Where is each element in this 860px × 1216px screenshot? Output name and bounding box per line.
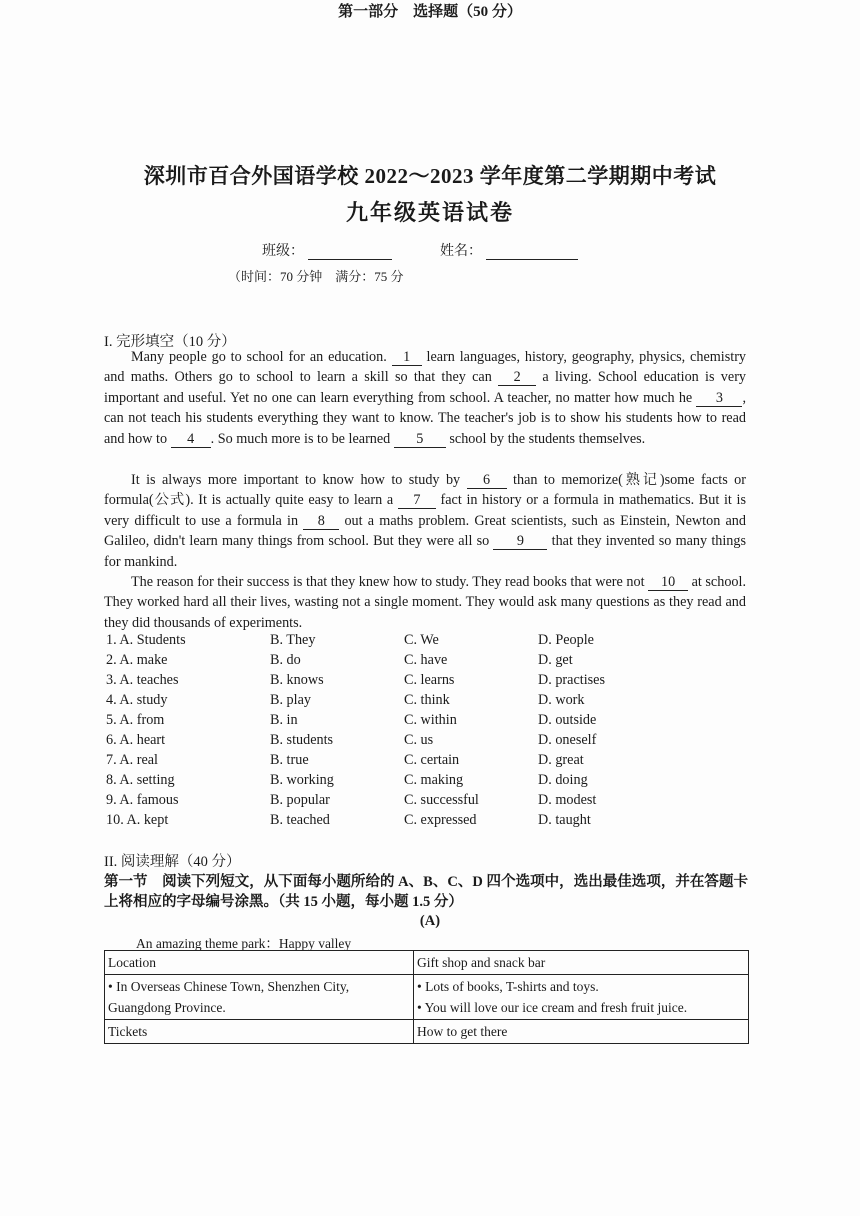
option-row-3 bbox=[106, 672, 746, 692]
option: D. taught bbox=[538, 812, 591, 828]
text: at school. They worked hard all their lives, wasting not a single moment. They would ask many questions as they read and they did thousands of experiments. bbox=[104, 574, 746, 631]
option: B. do bbox=[270, 652, 301, 668]
option: B. working bbox=[270, 772, 334, 788]
option: 9. A. famous bbox=[106, 792, 179, 808]
blank-6: 6 bbox=[467, 473, 507, 489]
park-info-table bbox=[104, 950, 749, 1044]
table-cell bbox=[414, 975, 749, 1020]
text: The reason for their success is that they knew how to study. They read books that were not bbox=[131, 574, 649, 590]
option: C. have bbox=[404, 652, 448, 668]
option: 4. A. study bbox=[106, 692, 168, 708]
option: C. within bbox=[404, 712, 457, 728]
table-cell: Gift shop and snack bar bbox=[414, 951, 749, 975]
class-label: 班级： bbox=[262, 244, 304, 259]
text: that they invented so many things for mankind. bbox=[104, 533, 747, 570]
option-row-1 bbox=[106, 632, 746, 652]
text: a living. School education is very important and useful. Yet no one can learn everything from school. A teacher, no matter how much he bbox=[104, 369, 747, 406]
option: C. expressed bbox=[404, 812, 477, 828]
option-row-6 bbox=[106, 732, 746, 752]
class-blank[interactable] bbox=[308, 245, 392, 260]
table-row bbox=[105, 975, 749, 1020]
option: 2. A. make bbox=[106, 652, 168, 668]
option: 1. A. Students bbox=[106, 632, 186, 648]
table-cell-line: • You will love our ice cream and fresh fruit juice. bbox=[417, 1000, 688, 1015]
option-row-5 bbox=[106, 712, 746, 732]
table-cell-line: • Lots of books, T-shirts and toys. bbox=[417, 979, 599, 994]
exam-subtitle: 九年级英语试卷 bbox=[345, 200, 514, 225]
blank-2: 2 bbox=[498, 370, 536, 386]
text: It is always more important to know how to study by bbox=[131, 472, 467, 488]
option: B. knows bbox=[270, 672, 324, 688]
option: D. work bbox=[538, 692, 585, 708]
blank-8: 8 bbox=[303, 514, 339, 530]
option-row-10 bbox=[106, 812, 746, 832]
option: D. great bbox=[538, 752, 584, 768]
text: Many people go to school for an education. bbox=[131, 349, 392, 365]
blank-1: 1 bbox=[392, 350, 422, 366]
table-cell: • In Overseas Chinese Town, Shenzhen City, Guangdong Province. bbox=[105, 975, 414, 1020]
text: school by the students themselves. bbox=[445, 430, 646, 447]
text: . So much more is to be learned bbox=[210, 430, 394, 447]
option: C. think bbox=[404, 692, 450, 708]
cloze-options bbox=[106, 632, 746, 832]
section1-title: I. 完形填空（10 分） bbox=[104, 334, 236, 350]
option: C. learns bbox=[404, 672, 455, 688]
blank-3: 3 bbox=[696, 391, 742, 407]
option: C. successful bbox=[404, 792, 479, 808]
option: D. modest bbox=[538, 792, 597, 808]
text: than to memorize(熟记)some facts or formula(公式). It is actually quite easy to learn a bbox=[104, 472, 746, 509]
option: C. We bbox=[404, 632, 439, 648]
table-cell: How to get there bbox=[414, 1020, 749, 1044]
table-cell: Location bbox=[105, 951, 414, 975]
cloze-paragraph-2 bbox=[104, 470, 746, 572]
option: B. play bbox=[270, 692, 311, 708]
text: fact in history or a formula in mathematics. But it is very difficult to use a formula in bbox=[104, 492, 746, 529]
text: learn languages, history, geography, physics, chemistry and maths. Others go to school to learn a skill so that they can bbox=[104, 349, 747, 386]
name-label: 姓名： bbox=[440, 244, 482, 259]
option-row-9 bbox=[106, 792, 746, 812]
blank-7: 7 bbox=[398, 493, 436, 509]
blank-4: 4 bbox=[171, 432, 211, 448]
time-info: （时间：70 分钟 满分：75 分 bbox=[228, 269, 404, 284]
option: B. They bbox=[270, 632, 316, 648]
section2-instruction: 第一节 阅读下列短文，从下面每小题所给的 A、B、C、D 四个选项中，选出最佳选项，并在答题卡上将相应的字母编号涂黑。（共 15 小题，每小题 1.5 分） bbox=[104, 874, 748, 910]
name-blank[interactable] bbox=[486, 245, 578, 260]
class-field bbox=[262, 240, 436, 260]
option: D. outside bbox=[538, 712, 597, 728]
table-cell: Tickets bbox=[105, 1020, 414, 1044]
option: B. popular bbox=[270, 792, 330, 808]
option: 5. A. from bbox=[106, 712, 165, 728]
cloze-paragraph-1 bbox=[104, 347, 746, 449]
passage-label: (A) bbox=[419, 913, 441, 929]
part1-title: 第一部分 选择题（50 分） bbox=[338, 4, 522, 20]
option: B. teached bbox=[270, 812, 330, 828]
option: C. making bbox=[404, 772, 464, 788]
option: 10. A. kept bbox=[106, 812, 169, 828]
blank-10: 10 bbox=[648, 575, 688, 591]
cloze-paragraph-3 bbox=[104, 572, 746, 633]
option: 6. A. heart bbox=[106, 732, 166, 748]
option: D. doing bbox=[538, 772, 588, 788]
text: , can not teach his students everything they want to know. The teacher's job is to show his students how to read and how to bbox=[104, 389, 746, 447]
option-row-7 bbox=[106, 752, 746, 772]
option: 3. A. teaches bbox=[106, 672, 179, 688]
option-row-2 bbox=[106, 652, 746, 672]
name-field bbox=[440, 240, 578, 260]
park-title: An amazing theme park：Happy valley bbox=[136, 936, 352, 951]
option: D. People bbox=[538, 632, 594, 648]
option: B. true bbox=[270, 752, 309, 768]
exam-title: 深圳市百合外国语学校 2022～2023 学年度第二学期期中考试 bbox=[143, 164, 717, 188]
section2-title: II. 阅读理解（40 分） bbox=[104, 854, 241, 870]
text: out a maths problem. Great scientists, such as Einstein, Newton and Galileo, didn't learn many things from school. But they were all so bbox=[104, 512, 746, 550]
option: C. us bbox=[404, 732, 434, 748]
option-row-4 bbox=[106, 692, 746, 712]
option: D. get bbox=[538, 652, 573, 668]
table-row bbox=[105, 1020, 749, 1044]
option: 8. A. setting bbox=[106, 772, 175, 788]
option: D. oneself bbox=[538, 732, 597, 748]
blank-5: 5 bbox=[394, 432, 446, 448]
option-row-8 bbox=[106, 772, 746, 792]
option: C. certain bbox=[404, 752, 460, 768]
option: B. in bbox=[270, 712, 298, 728]
blank-9: 9 bbox=[493, 534, 547, 550]
option: D. practises bbox=[538, 672, 605, 688]
option: B. students bbox=[270, 732, 334, 748]
table-row bbox=[105, 951, 749, 975]
option: 7. A. real bbox=[106, 752, 159, 768]
